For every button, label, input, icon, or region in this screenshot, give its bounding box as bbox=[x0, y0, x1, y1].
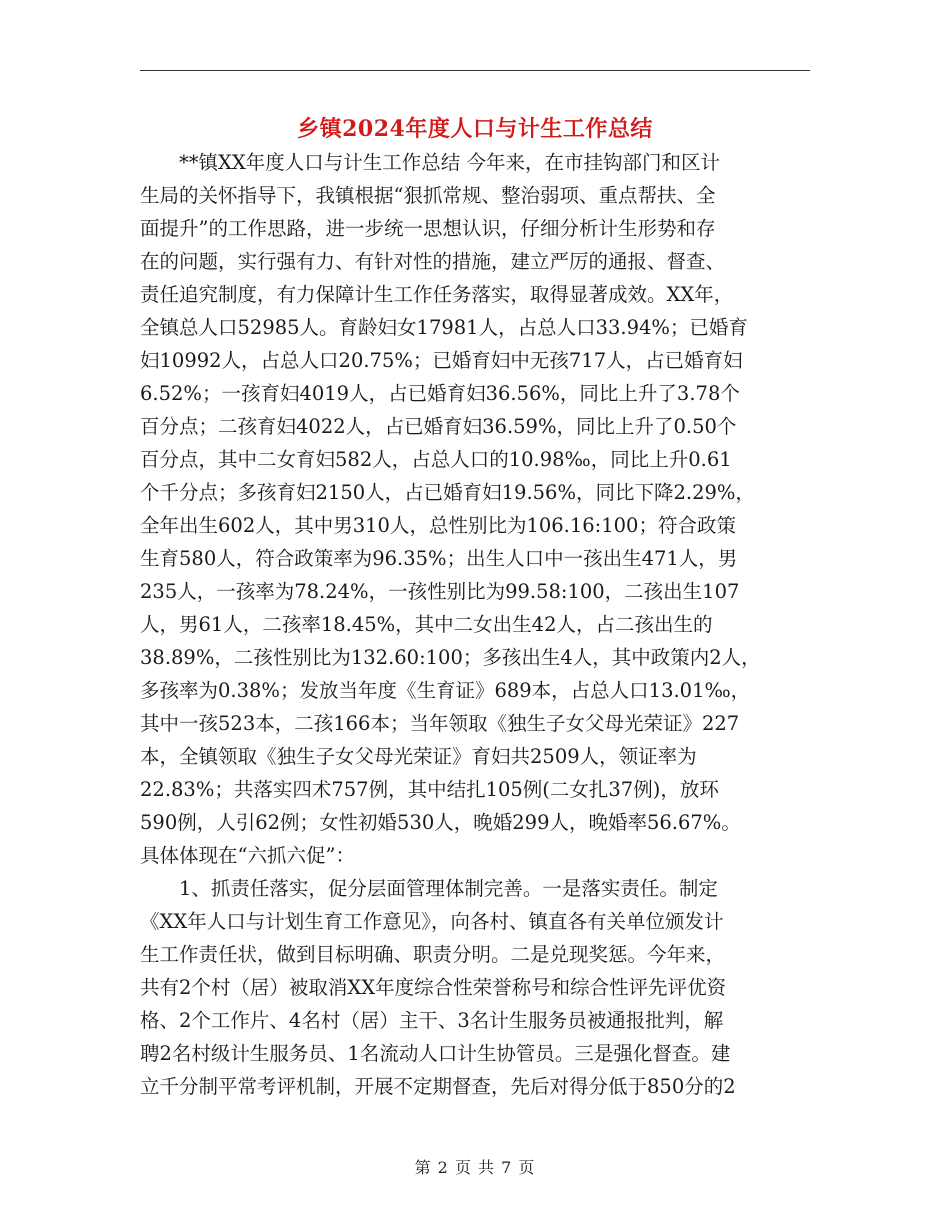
text-line: 立千分制平常考评机制，开展不定期督查，先后对得分低于850分的2 bbox=[140, 1075, 736, 1098]
text-line: 妇10992人，占总人口20.75%；已婚育妇中无孩717人，占已婚育妇 bbox=[140, 349, 743, 372]
text-line: 其中一孩523本，二孩166本；当年领取《独生子女父母光荣证》227 bbox=[140, 712, 740, 735]
text-line: 1、抓责任落实，促分层面管理体制完善。一是落实责任。制定 bbox=[140, 877, 718, 900]
text-line: 本，全镇领取《独生子女父母光荣证》育妇共2509人，领证率为 bbox=[140, 745, 697, 768]
text-line: 全年出生602人，其中男310人，总性别比为106.16:100；符合政策 bbox=[140, 514, 736, 537]
text-line: 38.89%，二孩性别比为132.60:100；多孩出生4人，其中政策内2人， bbox=[140, 646, 761, 669]
text-line: 百分点；二孩育妇4022人，占已婚育妇36.59%，同比上升了0.50个 bbox=[140, 415, 737, 438]
text-line: 百分点，其中二女育妇582人，占总人口的10.98‰，同比上升0.61 bbox=[140, 448, 732, 471]
paragraph-summary bbox=[140, 146, 810, 872]
text-line: 具体体现在“六抓六促”： bbox=[140, 844, 355, 867]
paragraph-responsibility bbox=[140, 872, 810, 1103]
text-line: 共有2个村（居）被取消XX年度综合性荣誉称号和综合性评先评优资 bbox=[140, 976, 727, 999]
text-line: 人，男61人，二孩率18.45%，其中二女出生42人，占二孩出生的 bbox=[140, 613, 713, 636]
text-line: 全镇总人口52985人。育龄妇女17981人，占总人口33.94%；已婚育 bbox=[140, 316, 748, 339]
document-title: 乡镇2024年度人口与计生工作总结 bbox=[297, 116, 653, 142]
text-line: 生工作责任状，做到目标明确、职责分明。二是兑现奖惩。今年来， bbox=[140, 943, 726, 966]
text-line: 在的问题，实行强有力、有针对性的措施，建立严厉的通报、督查、 bbox=[140, 250, 726, 273]
text-line: 《XX年人口与计划生育工作意见》，向各村、镇直各有关单位颁发计 bbox=[140, 910, 724, 933]
text-line: 235人，一孩率为78.24%，一孩性别比为99.58:100，二孩出生107 bbox=[140, 580, 740, 603]
text-line: 多孩率为0.38%；发放当年度《生育证》689本，占总人口13.01‰， bbox=[140, 679, 751, 702]
text-line: 格、2个工作片、4名村（居）主干、3名计生服务员被通报批判，解 bbox=[140, 1009, 724, 1032]
text-line: 面提升”的工作思路，进一步统一思想认识，仔细分析计生形势和存 bbox=[140, 217, 716, 240]
text-line: **镇XX年度人口与计生工作总结 今年来，在市挂钩部门和区计 bbox=[140, 151, 720, 174]
document-body bbox=[140, 146, 810, 1103]
page-number-footer: 第 2 页 共 7 页 bbox=[414, 1158, 536, 1177]
text-line: 590例，人引62例；女性初婚530人，晚婚299人，晚婚率56.67%。 bbox=[140, 811, 741, 834]
header-rule bbox=[140, 70, 810, 71]
text-line: 责任追究制度，有力保障计生工作任务落实，取得显著成效。XX年， bbox=[140, 283, 734, 306]
text-line: 6.52%；一孩育妇4019人，占已婚育妇36.56%，同比上升了3.78个 bbox=[140, 382, 740, 405]
text-line: 个千分点；多孩育妇2150人，占已婚育妇19.56%，同比下降2.29%， bbox=[140, 481, 755, 504]
text-line: 生育580人，符合政策率为96.35%；出生人口中一孩出生471人，男 bbox=[140, 547, 738, 570]
text-line: 聘2名村级计生服务员、1名流动人口计生协管员。三是强化督查。建 bbox=[140, 1042, 731, 1065]
text-line: 22.83%；共落实四术757例，其中结扎105例(二女扎37例)，放环 bbox=[140, 778, 719, 801]
text-line: 生局的关怀指导下，我镇根据“狠抓常规、整治弱项、重点帮扶、全 bbox=[140, 184, 716, 207]
